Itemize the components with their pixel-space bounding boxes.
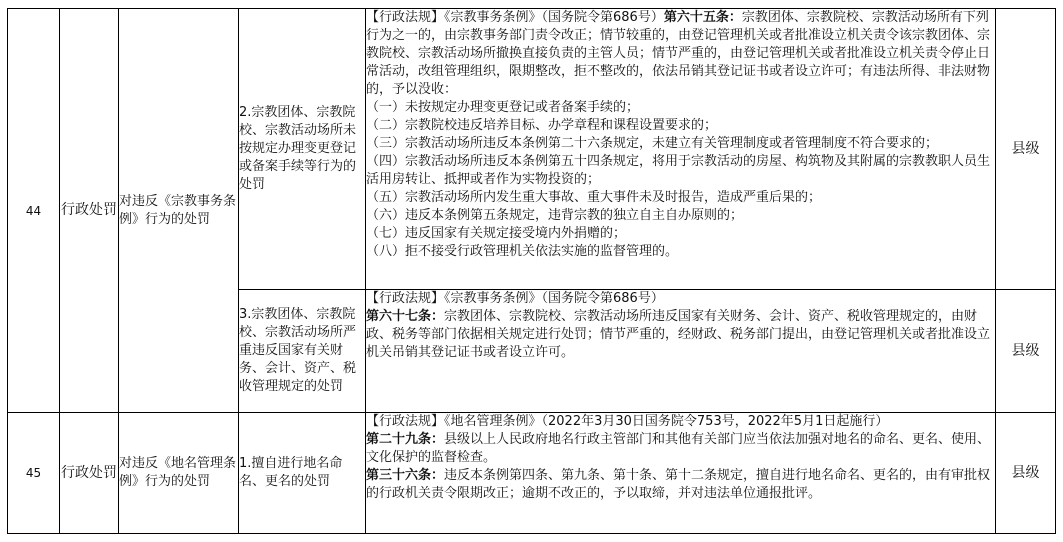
penalty-category: 行政处罚	[60, 413, 119, 534]
row-number: 44	[8, 9, 60, 413]
article-text: 县级以上人民政府地名行政主管部门和其他有关部门应当依法加强对地名的命名、更名、使用、文化保护的监督检查。	[366, 432, 991, 465]
penalty-category: 行政处罚	[60, 9, 119, 413]
legal-basis	[366, 290, 996, 413]
sub-item-title: 1.擅自进行地名命名、更名的处罚	[239, 413, 366, 534]
clause: （四）宗教活动场所违反本条例第五十四条规定，将用于宗教活动的房屋、构筑物及其附属的宗教教职人员生活用房转让、抵押或者作为实物投资的；	[366, 154, 991, 187]
jurisdiction-level: 县级	[996, 413, 1056, 534]
clause: （五）宗教活动场所内发生重大事故、重大事件未及时报告，造成严重后果的；	[366, 190, 822, 205]
clause: （七）违反国家有关规定接受境内外捐赠的；	[366, 226, 627, 241]
article-title: 第二十九条：	[366, 432, 445, 447]
jurisdiction-level: 县级	[996, 290, 1056, 413]
article-title: 第三十六条：	[366, 468, 445, 483]
article-title: 第六十五条：	[663, 10, 742, 25]
legal-text	[366, 431, 995, 467]
penalty-table	[7, 8, 1056, 534]
jurisdiction-level: 县级	[996, 9, 1056, 290]
table-row	[8, 413, 1056, 534]
legal-text	[366, 9, 995, 99]
article-text: 违反本条例第四条、第九条、第十条、第十二条规定，擅自进行地名命名、更名的，由有审批权的行政机关责令限期改正；逾期不改正的，予以取缔，并对违法单位通报批评。	[366, 468, 991, 501]
sub-item-title: 3.宗教团体、宗教院校、宗教活动场所严重违反国家有关财务、会计、资产、税收管理规定的处罚	[239, 290, 366, 413]
penalty-item: 对违反《宗教事务条例》行为的处罚	[119, 9, 239, 413]
legal-basis	[366, 9, 996, 290]
article-title: 第六十七条：	[366, 309, 445, 324]
clause: （一）未按规定办理变更登记或者备案手续的；	[366, 100, 640, 115]
law-reference: 【行政法规】《宗教事务条例》（国务院令第686号）	[366, 291, 664, 306]
article-text: 宗教团体、宗教院校、宗教活动场所违反国家有关财务、会计、资产、税收管理规定的，由财政、税务等部门依据相关规定进行处罚；情节严重的，经财政、税务部门提出，由登记管理机关或者批准设立机关吊销其登记证书或者设立许可。	[366, 309, 991, 360]
clause: （二）宗教院校违反培养目标、办学章程和课程设置要求的；	[366, 118, 718, 133]
legal-text	[366, 308, 995, 362]
table-row	[8, 9, 1056, 290]
clause: （三）宗教活动场所违反本条例第二十六条规定，未建立有关管理制度或者管理制度不符合要求的；	[366, 136, 939, 151]
penalty-item: 对违反《地名管理条例》行为的处罚	[119, 413, 239, 534]
law-reference: 【行政法规】《地名管理条例》（2022年3月30日国务院令753号，2022年5月1日起施行）	[366, 414, 889, 429]
clause: （八）拒不接受行政管理机关依法实施的监督管理的。	[366, 244, 679, 259]
row-number: 45	[8, 413, 60, 534]
sub-item-title: 2.宗教团体、宗教院校、宗教活动场所未按规定办理变更登记或备案手续等行为的处罚	[239, 9, 366, 290]
law-reference: 【行政法规】《宗教事务条例》（国务院令第686号）	[366, 10, 664, 25]
clause: （六）违反本条例第五条规定，违背宗教的独立自主自办原则的；	[366, 208, 744, 223]
article-text: 宗教团体、宗教院校、宗教活动场所有下列行为之一的，由宗教事务部门责令改正；情节较重的，由登记管理机关或者批准设立机关责令该宗教团体、宗教院校、宗教活动场所撤换直接负责的主管人员；情节严重的，由登记管理机关或者批准设立机关责令停止日常活动，改组管理组织，限期整改，拒不整改的，依法吊销其登记证书或者设立许可；有违法所得、非法财物的，予以没收：	[366, 10, 991, 97]
legal-basis	[366, 413, 996, 534]
legal-text	[366, 467, 995, 503]
